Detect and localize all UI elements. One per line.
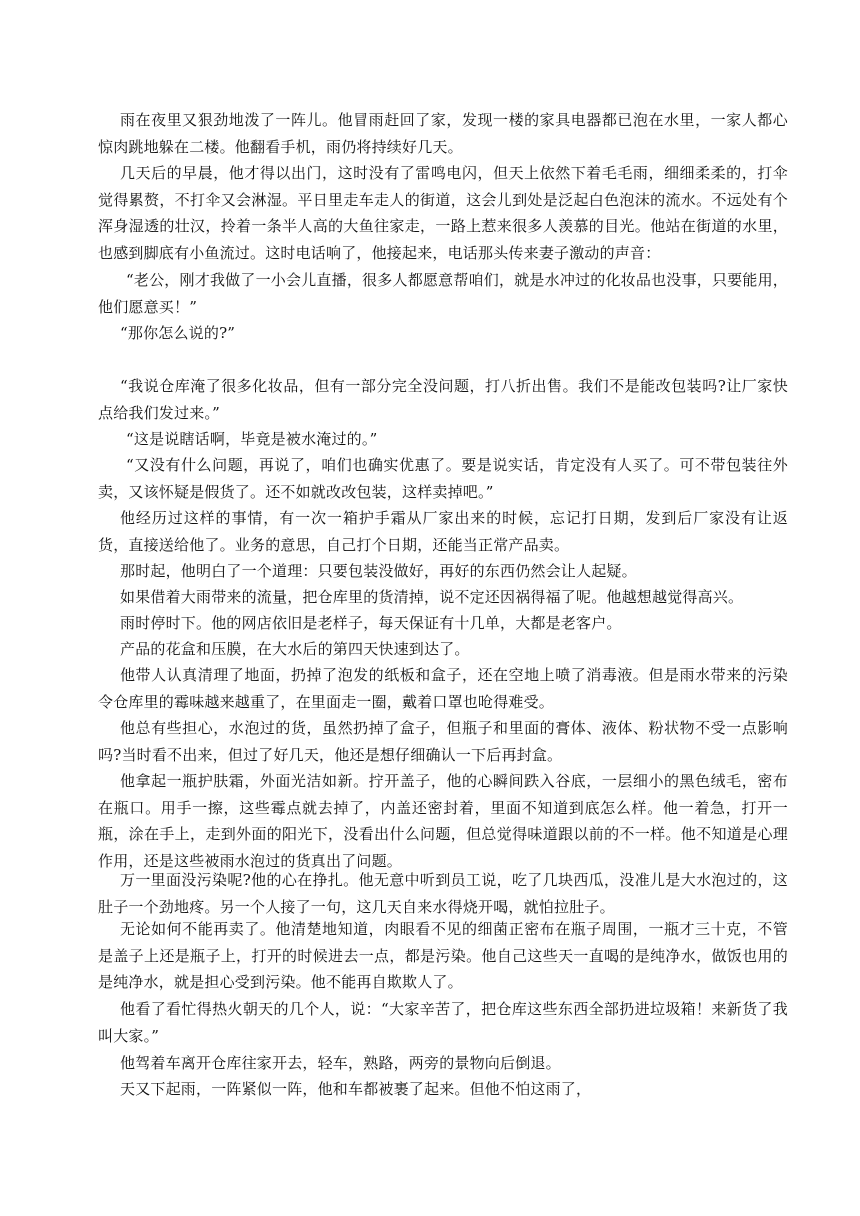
- paragraph: “我说仓库淹了很多化妆品，但有一部分完全没问题，打八折出售。我们不是能改包装吗?让厂家快点给我们发过来。”: [98, 377, 788, 422]
- paragraph: 他带人认真清理了地面，扔掉了泡发的纸板和盒子，还在空地上喷了消毒液。但是雨水带来的污染令仓库里的霉味越来越重了，在里面走一圈，戴着口罩也呛得难受。: [98, 666, 788, 711]
- paragraph: 如果借着大雨带来的流量，把仓库里的货清掉，说不定还因祸得福了呢。他越想越觉得高兴。: [120, 588, 744, 606]
- paragraph: 他驾着车离开仓库往家开去，轻车，熟路，两旁的景物向后倒退。: [120, 1054, 561, 1072]
- paragraph: 他经历过这样的事情，有一次一箱护手霜从厂家出来的时候，忘记打日期，发到后厂家没有让返货，直接送给他了。业务的意思，自己打个日期，还能当正常产品卖。: [98, 509, 788, 554]
- paragraph: 天又下起雨，一阵紧似一阵，他和车都被裹了起来。但他不怕这雨了，: [120, 1080, 592, 1098]
- paragraph: 产品的花盒和压膜，在大水后的第四天快速到达了。: [120, 640, 470, 658]
- paragraph: 他看了看忙得热火朝天的几个人，说：“大家辛苦了，把仓库这些东西全部扔进垃圾箱！来新货了我叫大家。”: [98, 1000, 788, 1045]
- paragraph: 那时起，他明白了一个道理：只要包装没做好，再好的东西仍然会让人起疑。: [120, 562, 637, 580]
- paragraph: 无论如何不能再卖了。他清楚地知道，肉眼看不见的细菌正密布在瓶子周围，一瓶才三十克，不管是盖子上还是瓶子上，打开的时候进去一点，都是污染。他自己这些天一直喝的是纯净水，做饭也用的是纯净水，就是担心受到污染。他不能再自欺欺人了。: [98, 920, 788, 991]
- paragraph: 他总有些担心，水泡过的货，虽然扔掉了盒子，但瓶子和里面的膏体、液体、粉状物不受一点影响吗?当时看不出来，但过了好几天，他还是想仔细确认一下后再封盒。: [98, 719, 788, 764]
- paragraph: 几天后的早晨，他才得以出门，这时没有了雷鸣电闪，但天上依然下着毛毛雨，细细柔柔的，打伞觉得累赘，不打伞又会淋湿。平日里走车走人的街道，这会儿到处是泛起白色泡沫的流水。不远处有个浑身湿透的壮汉，拎着一条半人高的大鱼往家走，一路上惹来很多人羡慕的目光。他站在街道的水里，也感到脚底有小鱼流过。这时电话响了，他接起来，电话那头传来妻子激动的声音：: [98, 164, 788, 262]
- paragraph: “老公，刚才我做了一小会儿直播，很多人都愿意帮咱们，就是水冲过的化妆品也没事，只要能用，他们愿意买！”: [98, 271, 788, 316]
- paragraph: 雨时停时下。他的网店依旧是老样子，每天保证有十几单，大都是老客户。: [120, 614, 622, 632]
- paragraph: 雨在夜里又狠劲地泼了一阵儿。他冒雨赶回了家，发现一楼的家具电器都已泡在水里，一家人都心惊肉跳地躲在二楼。他翻看手机，雨仍将持续好几天。: [98, 111, 788, 156]
- paragraph: 他拿起一瓶护肤霜，外面光洁如新。拧开盖子，他的心瞬间跌入谷底，一层细小的黑色绒毛，密布在瓶口。用手一擦，这些霉点就去掉了，内盖还密封着，里面不知道到底怎么样。他一着急，打开一瓶，涂在手上，走到外面的阳光下，没看出什么问题，但总觉得味道跟以前的不一样。他不知道是心理作用，还是这些被雨水泡过的货真出了问题。: [98, 772, 788, 870]
- paragraph: “又没有什么问题，再说了，咱们也确实优惠了。要是说实话，肯定没有人买了。可不带包装往外卖，又该怀疑是假货了。还不如就改改包装，这样卖掉吧。”: [98, 456, 788, 501]
- paragraph: “这是说瞎话啊，毕竟是被水淹过的。”: [126, 430, 378, 448]
- paragraph: “那你怎么说的?”: [120, 324, 236, 342]
- paragraph: 万一里面没污染呢?他的心在挣扎。他无意中听到员工说，吃了几块西瓜，没准儿是大水泡过的，这肚子一个劲地疼。另一个人接了一句，这几天自来水得烧开喝，就怕拉肚子。: [98, 871, 788, 916]
